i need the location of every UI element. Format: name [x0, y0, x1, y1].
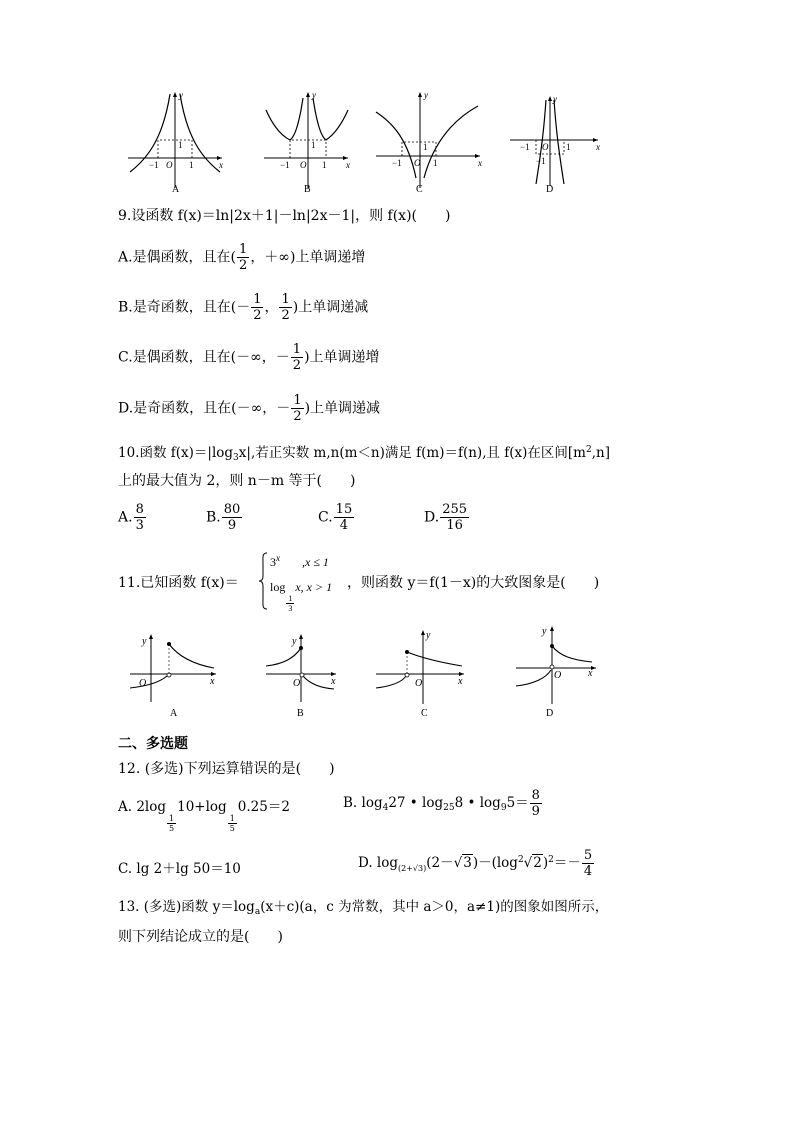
- q11-graph-c: [376, 630, 464, 719]
- frac-den: 2: [253, 308, 262, 323]
- q11-b-y: y: [292, 636, 297, 647]
- q8-b-y-label: y: [312, 90, 316, 100]
- q11-case2-base: [286, 594, 294, 613]
- q9-option-d: [118, 393, 380, 424]
- q12-option-a: [118, 795, 290, 833]
- q11-case1-cond: ,x ≤ 1: [302, 555, 329, 569]
- q10-a-label: A.: [118, 509, 133, 526]
- frac-den: 16: [446, 518, 463, 533]
- q12-b-s2: 25: [443, 803, 455, 813]
- q12-d-r1: 3: [463, 855, 472, 871]
- q12-a-base1: [167, 814, 176, 833]
- q12-d-t3: ): [542, 855, 549, 871]
- frac-num: 1: [288, 594, 293, 603]
- q12-b-pre: B. log: [343, 795, 383, 811]
- q12-option-d: D. $\log_{(2+√3)}(2-√3)-(\log^2√2)^2=-$ $\frac{5}{4}$: [358, 848, 593, 879]
- q12-b-t3: 5＝: [506, 795, 529, 811]
- q8-a-one: 1: [189, 160, 194, 170]
- q9-b-frac2: [279, 292, 291, 323]
- q8-b-x-label: x: [346, 160, 350, 170]
- q12-b-s3: 9: [500, 803, 507, 813]
- q9-stem: 9.设函数 f(x)＝ln|2x＋1|－ln|2x－1|，则 f(x)( ): [118, 208, 451, 224]
- q9-a-post: ，＋∞)上单调递增: [250, 249, 366, 266]
- q13-text-a: 13. (多选)函数 y＝log: [118, 899, 255, 915]
- frac-den: 4: [339, 518, 349, 533]
- q9-c-frac: [291, 342, 303, 373]
- q8-d-neg1-y: −1: [536, 156, 546, 166]
- q8-d-origin: O: [542, 142, 549, 152]
- q9-c-post: )上单调递增: [304, 349, 380, 366]
- q13-text-b: (x＋c)(a，c 为常数，其中 a＞0，a≠1)的图象如图所示，: [260, 899, 609, 915]
- q11-c-letter: C: [421, 708, 428, 719]
- q10-option-d: [424, 502, 470, 533]
- q12-d-r2: 2: [533, 855, 542, 871]
- q12-d-base: (2+√3): [398, 864, 427, 873]
- q12-b-s1: 4: [382, 803, 389, 813]
- frac-den: 2: [293, 409, 302, 424]
- frac-num: 5: [583, 848, 593, 863]
- section-title-multi-choice: 二、多选题: [118, 736, 188, 752]
- q10-a-frac: [134, 502, 146, 533]
- q11-case1-base: 3: [270, 555, 276, 569]
- q8-c-letter: C: [416, 184, 423, 195]
- q9-a-pre: A.是偶函数，且在(: [118, 249, 237, 266]
- q12-a-pre: A. 2log: [118, 799, 167, 815]
- q9-b-frac1: [251, 292, 263, 323]
- q8-b-letter: B: [304, 184, 311, 195]
- q11-case2-log: log: [270, 580, 286, 594]
- q11-graphs: [118, 622, 608, 722]
- q10-text-b: x|,若正实数 m,n(m＜n)满足 f(m)＝f(n),且 f(x)在区间[m: [238, 445, 586, 461]
- q8-c-one-y: 1: [423, 142, 428, 152]
- q11-case2: [270, 580, 332, 613]
- q11-case1: [270, 553, 329, 570]
- q8-c-neg1: −1: [392, 158, 402, 168]
- q9-d-frac: [291, 393, 303, 424]
- q11-a-x: x: [210, 676, 215, 687]
- q11-c-y: y: [426, 630, 431, 641]
- q12-b-t2: 8 • log: [454, 795, 501, 811]
- q9-b-pre: B.是奇函数，且在(－: [118, 299, 251, 316]
- q11-a-letter: A: [170, 708, 178, 719]
- frac-num: 80: [223, 502, 241, 517]
- q12-a-post: 0.25＝2: [237, 799, 290, 815]
- q8-d-one: 1: [566, 142, 571, 152]
- q10-log-base: 3: [233, 453, 239, 463]
- q13-stem-line2: 则下列结论成立的是( ): [118, 929, 283, 945]
- q12-b-frac: [530, 788, 542, 819]
- q9-option-a: [118, 242, 365, 273]
- q8-b-one: 1: [322, 160, 327, 170]
- q10-b-frac: [222, 502, 243, 533]
- q8-c-y-label: y: [424, 90, 428, 100]
- q10-text-c: ,n]: [591, 445, 610, 461]
- q11-graph-a: [130, 634, 216, 719]
- q10-stem-line2: 上的最大值为 2，则 n－m 等于( ): [118, 473, 356, 489]
- q10-text-a: 10.函数 f(x)＝|log: [118, 445, 234, 461]
- q13-stem-line1: [118, 898, 608, 921]
- frac-den: 5: [169, 824, 175, 833]
- q11-b-letter: B: [297, 708, 304, 719]
- q12-d-sup2: 2: [517, 855, 524, 865]
- q10-m-exp: 2: [585, 445, 592, 455]
- q8-a-y-label: y: [179, 90, 183, 100]
- q10-d-frac: [440, 502, 469, 533]
- q11-stem-pre: 11.已知函数 f(x)＝: [118, 575, 239, 591]
- q11-case2-cond: x, x > 1: [295, 580, 333, 594]
- q12-option-b: [343, 788, 543, 819]
- frac-num: 15: [335, 502, 353, 517]
- frac-den: 5: [229, 824, 235, 833]
- frac-den: 2: [239, 258, 248, 273]
- q10-option-b: [206, 502, 243, 533]
- q9-d-post: )上单调递减: [304, 400, 381, 417]
- frac-num: 1: [253, 292, 262, 307]
- frac-num: 8: [135, 502, 144, 517]
- q8-c-one: 1: [433, 158, 438, 168]
- frac-num: 1: [239, 242, 248, 257]
- q12-d-t1: (2－: [426, 855, 454, 871]
- q8-graph-c: [376, 90, 482, 195]
- q10-stem-line1: [118, 441, 610, 467]
- q11-c-x: x: [458, 676, 463, 687]
- q8-c-x-label: x: [478, 158, 482, 168]
- q11-d-o: O: [554, 670, 562, 681]
- q8-graphs: [118, 88, 608, 196]
- q8-a-neg1: −1: [149, 160, 159, 170]
- q11-d-letter: D: [546, 708, 554, 719]
- q8-a-one-y: 1: [178, 140, 183, 150]
- frac-num: 255: [442, 502, 468, 517]
- q8-b-neg1: −1: [280, 160, 290, 170]
- q8-graph-a: [128, 90, 223, 195]
- q12-b-t1: 27 • log: [388, 795, 444, 811]
- q10-b-label: B.: [206, 509, 221, 526]
- q11-d-y: y: [542, 626, 547, 637]
- q9-b-post: )上单调递减: [292, 299, 369, 316]
- q11-graph-d: [516, 626, 596, 719]
- q9-b-mid: ，: [264, 299, 279, 316]
- q11-case1-exp: x: [276, 553, 280, 563]
- q8-a-x-label: x: [219, 160, 223, 170]
- q10-d-label: D.: [424, 509, 440, 526]
- q12-d-t4: ＝－: [553, 855, 581, 871]
- q8-d-neg1: −1: [520, 142, 530, 152]
- frac-num: 8: [531, 788, 540, 803]
- frac-den: 4: [583, 864, 593, 879]
- q8-b-origin: O: [300, 160, 307, 170]
- q9-option-b: [118, 292, 368, 323]
- q8-c-origin: O: [414, 158, 421, 168]
- q11-graph-b: [266, 634, 336, 719]
- q11-b-x: x: [331, 676, 336, 687]
- q8-graph-d: [510, 94, 600, 195]
- frac-den: 9: [227, 518, 237, 533]
- frac-num: 1: [281, 292, 290, 307]
- q12-stem: 12. (多选)下列运算错误的是( ): [118, 761, 335, 777]
- frac-den: 3: [135, 518, 144, 533]
- q12-d-sup3: 2: [548, 855, 554, 865]
- q12-a-mid: 10+log: [177, 799, 227, 815]
- frac-num: 1: [169, 814, 175, 823]
- frac-den: 3: [288, 604, 293, 613]
- frac-num: 1: [293, 393, 302, 408]
- frac-den: 2: [281, 308, 290, 323]
- q11-a-y: y: [142, 636, 147, 647]
- q8-a-letter: A: [172, 184, 180, 195]
- q13-log-base: a: [254, 907, 261, 917]
- q10-c-label: C.: [318, 509, 333, 526]
- q11-stem-post: ，则函数 y＝f(1－x)的大致图象是( ): [347, 575, 600, 591]
- q9-d-pre: D.是奇函数，且在(－∞，－: [118, 400, 291, 417]
- q8-b-one-y: 1: [311, 140, 316, 150]
- frac-num: 1: [229, 814, 235, 823]
- q8-a-origin: O: [166, 160, 173, 170]
- q12-a-base2: [228, 814, 237, 833]
- q9-c-pre: C.是偶函数，且在(－∞，－: [118, 349, 290, 366]
- frac-den: 2: [292, 358, 302, 373]
- q12-d-t2: )－(log: [472, 855, 518, 871]
- q11-d-x: x: [588, 668, 593, 679]
- q11-piecewise-brace: [258, 552, 268, 610]
- frac-num: 1: [292, 342, 302, 357]
- frac-den: 9: [531, 804, 540, 819]
- q12-d-pre: D. log: [358, 855, 399, 871]
- q8-d-y-label: y: [553, 94, 557, 104]
- q11-c-o: O: [415, 678, 423, 689]
- q9-a-frac: [237, 242, 249, 273]
- q8-graph-b: [264, 90, 350, 195]
- q12-option-c: C. lg 2＋lg 50＝10: [118, 861, 241, 877]
- q11-a-o: O: [139, 678, 147, 689]
- q8-d-x-label: x: [596, 142, 600, 152]
- q9-option-c: [118, 342, 380, 373]
- q12-d-frac: [582, 848, 594, 879]
- q10-option-a: [118, 502, 147, 533]
- q8-d-letter: D: [546, 184, 554, 195]
- q11-b-o: O: [293, 678, 301, 689]
- q10-c-frac: [334, 502, 355, 533]
- q10-option-c: [318, 502, 355, 533]
